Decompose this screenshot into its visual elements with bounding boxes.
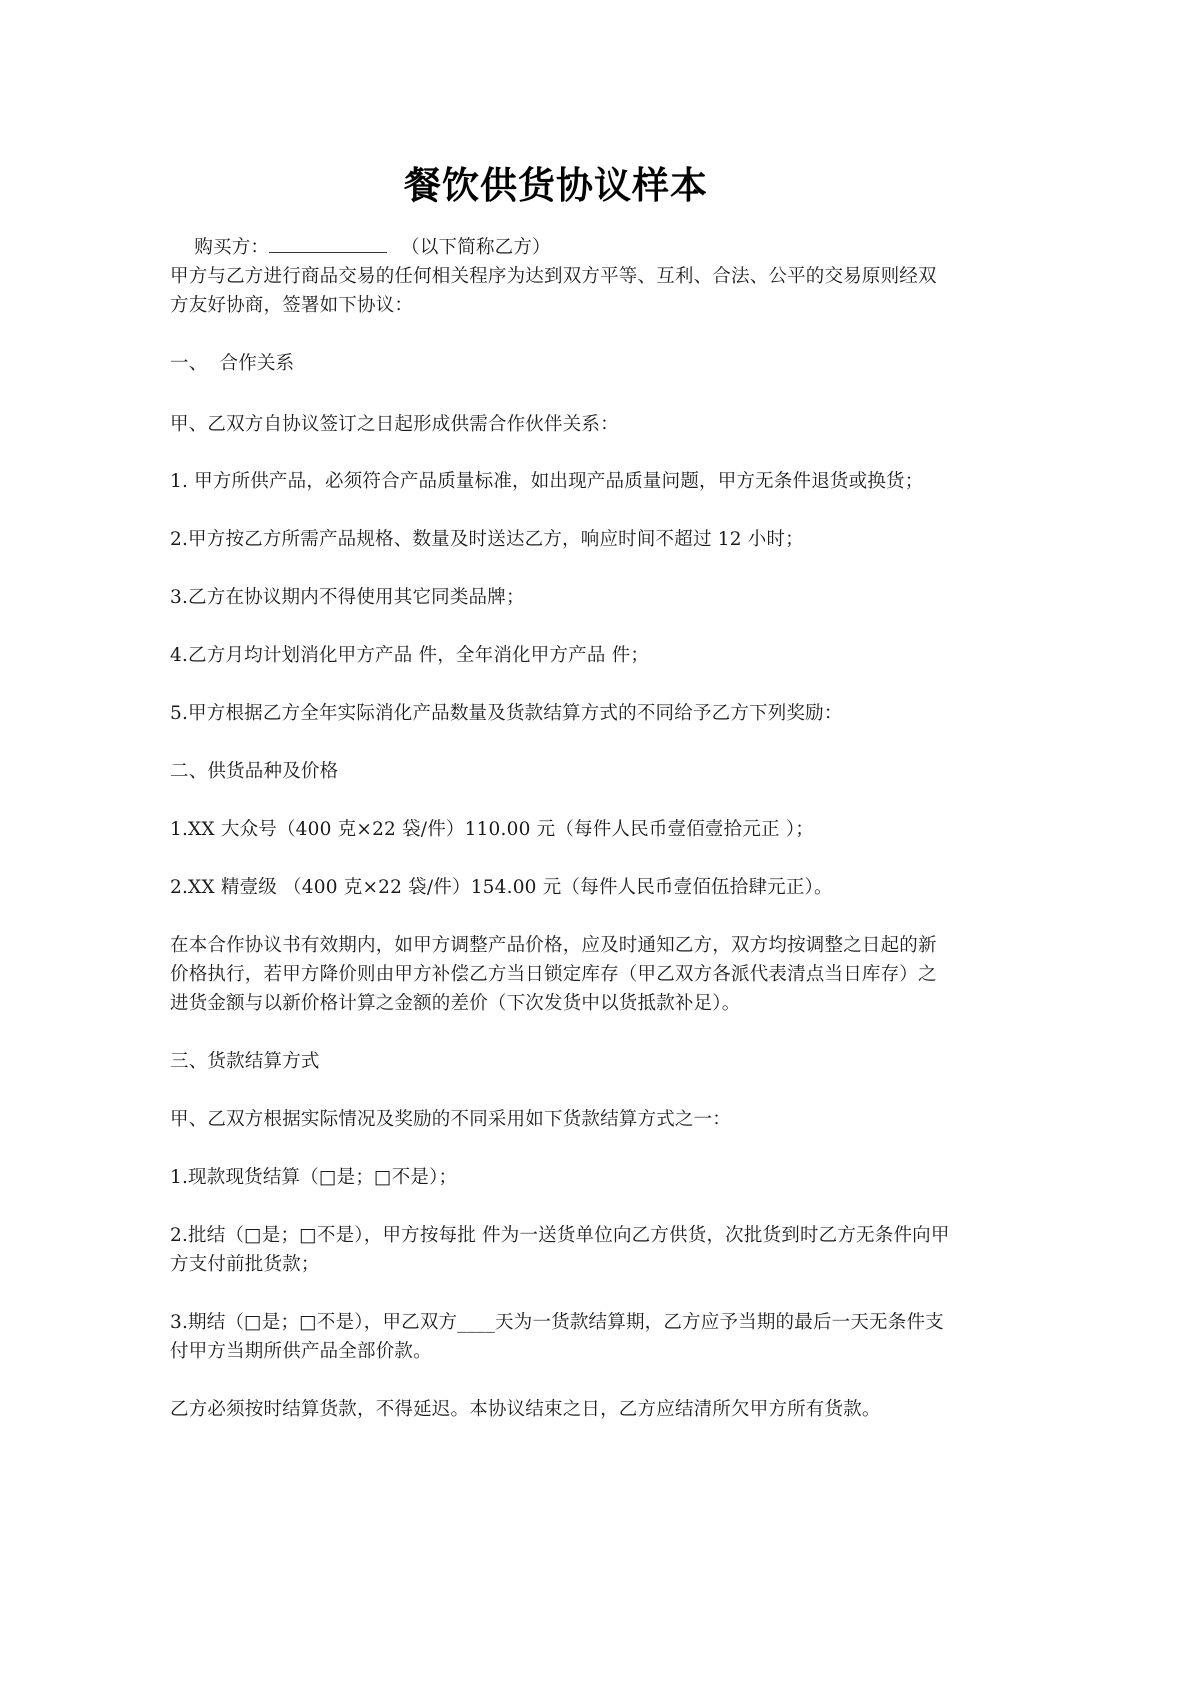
section-1-heading: 一、 合作关系 xyxy=(170,353,295,374)
section-1-clause-2: 2.甲方按乙方所需产品规格、数量及时送达乙方，响应时间不超过 12 小时； xyxy=(170,529,804,550)
section-2-heading: 二、供货品种及价格 xyxy=(170,761,339,782)
section-1-clause-5: 5.甲方根据乙方全年实际消化产品数量及货款结算方式的不同给予乙方下列奖励： xyxy=(170,703,843,724)
section-3-option-2: 2.批结（□是；□不是），甲方按每批 件为一送货单位向乙方供货，次批货到时乙方无条件向甲方支付前批货款； xyxy=(170,1225,950,1275)
section-1-clause-3: 3.乙方在协议期内不得使用其它同类品牌； xyxy=(170,587,525,608)
section-2-price-adjustment: 在本合作协议书有效期内，如甲方调整产品价格，应及时通知乙方，双方均按调整之日起的新价格执行，若甲方降价则由甲方补偿乙方当日锁定库存（甲乙双方各派代表清点当日库存）之进货金额与以新价格计算之金额的差价（下次发货中以货抵款补足）。 xyxy=(170,935,937,1014)
buyer-label: 购买方： xyxy=(194,237,270,258)
buyer-suffix: （以下简称乙方） xyxy=(401,237,551,258)
section-3-option-1: 1.现款现货结算（□是；□不是）； xyxy=(170,1167,458,1188)
section-3-heading: 三、货款结算方式 xyxy=(170,1051,320,1072)
document-title: 餐饮供货协议样本 xyxy=(404,164,708,207)
section-1-clause-4: 4.乙方月均计划消化甲方产品 件，全年消化甲方产品 件； xyxy=(170,645,650,666)
section-2-item-1: 1.XX 大众号（400 克×22 袋/件）110.00 元（每件人民币壹佰壹拾元正 ）； xyxy=(170,819,814,840)
section-1-clause-1: 1. 甲方所供产品，必须符合产品质量标准，如出现产品质量问题，甲方无条件退货或换货； xyxy=(170,471,924,492)
section-3-option-3: 3.期结（□是；□不是），甲乙双方____天为一货款结算期，乙方应予当期的最后一天无条件支付甲方当期所供产品全部价款。 xyxy=(170,1312,944,1362)
buyer-name-blank xyxy=(269,234,387,253)
section-3-paragraph: 甲、乙双方根据实际情况及奖励的不同采用如下货款结算方式之一： xyxy=(170,1109,732,1130)
section-2-item-2: 2.XX 精壹级 （400 克×22 袋/件）154.00 元（每件人民币壹佰伍拾肆元正）。 xyxy=(170,877,833,898)
section-1-paragraph: 甲、乙双方自协议签订之日起形成供需合作伙伴关系： xyxy=(170,414,619,435)
section-3-closing: 乙方必须按时结算货款，不得延迟。本协议结束之日，乙方应结清所欠甲方所有货款。 xyxy=(170,1399,881,1420)
intro-paragraph: 甲方与乙方进行商品交易的任何相关程序为达到双方平等、互利、合法、公平的交易原则经双方友好协商，签署如下协议： xyxy=(170,266,937,316)
